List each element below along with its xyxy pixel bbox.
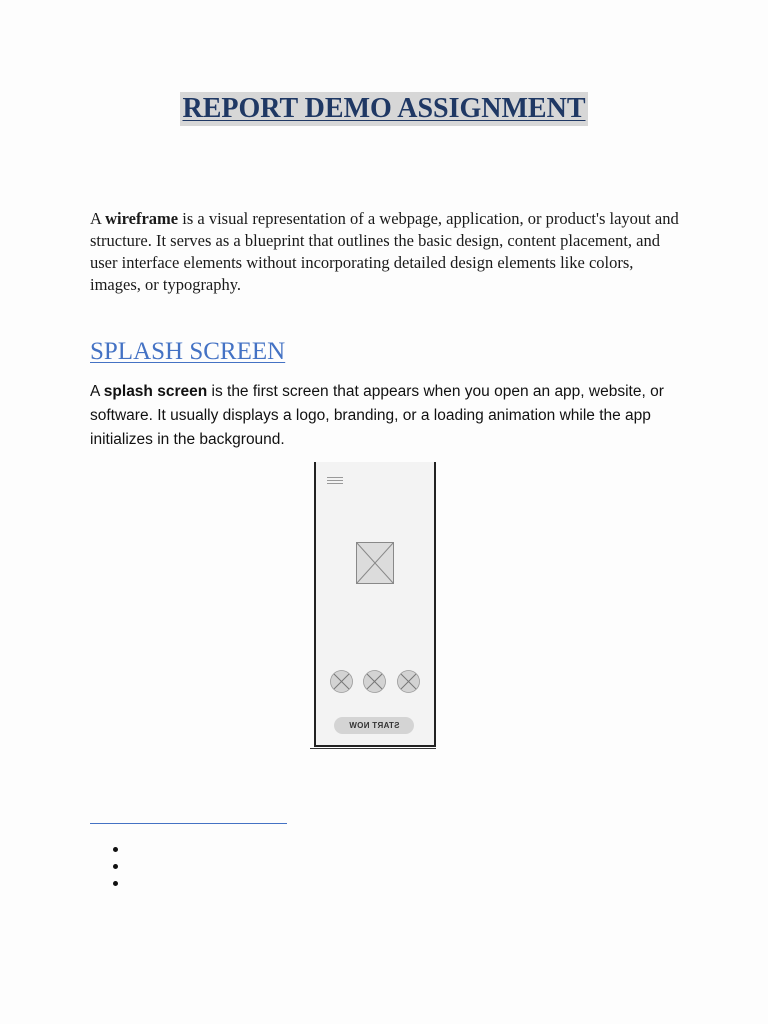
- title-container: [0, 92, 768, 126]
- start-now-label: START NOW: [348, 721, 400, 730]
- figure-underline: [310, 748, 436, 749]
- menu-icon: [327, 477, 343, 485]
- circle-placeholder-icon: [397, 670, 420, 693]
- intro-paragraph: [90, 208, 680, 296]
- splash-term: splash screen: [103, 383, 208, 400]
- splash-rest: is the first screen that appears when you open an app, website, or software. It usually displays a logo, branding, or a loading animation while the app initializes in the background.: [90, 383, 664, 448]
- intro-prefix: A: [90, 209, 106, 228]
- start-now-button: [334, 717, 414, 734]
- placeholder-circles: [330, 670, 422, 694]
- intro-rest: is a visual representation of a webpage, application, or product's layout and structure. It serves as a blueprint that outlines the basic design, content placement, and user interface elements without incorporating detailed design elements like colors, images, or typography.: [90, 209, 679, 294]
- splash-wireframe-figure: [314, 462, 436, 747]
- page-title: REPORT DEMO ASSIGNMENT: [182, 93, 586, 124]
- splash-prefix: A: [90, 383, 104, 400]
- circle-placeholder-icon: [330, 670, 353, 693]
- image-placeholder-icon: [356, 542, 394, 584]
- section-heading-splash: SPLASH SCREEN: [90, 338, 286, 365]
- splash-description: [90, 380, 690, 452]
- circle-placeholder-icon: [363, 670, 386, 693]
- blue-underline-divider: [90, 823, 287, 824]
- intro-term: wireframe: [105, 209, 179, 228]
